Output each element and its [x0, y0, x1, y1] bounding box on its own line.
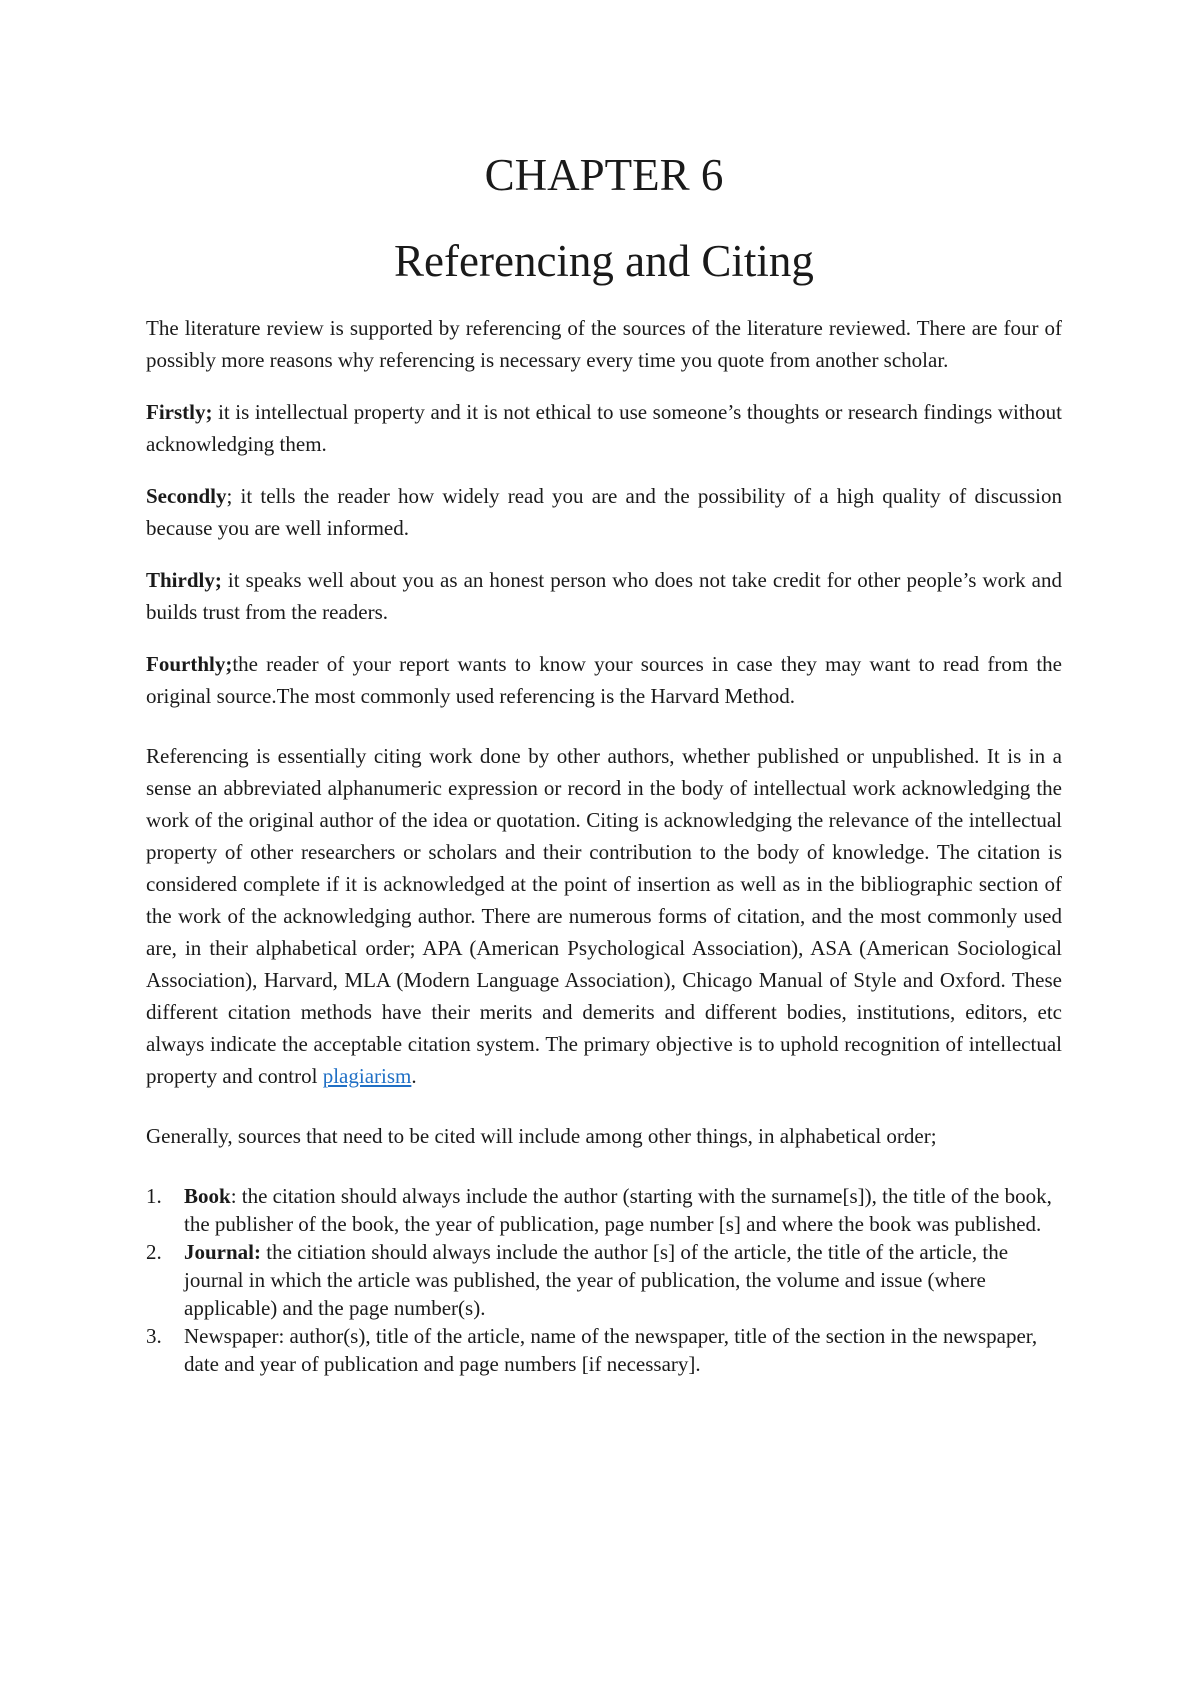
intro-paragraph: The literature review is supported by referencing of the sources of the literature reviewed. There are four of possibly more reasons why referencing is necessary every time you quote from another scholar. — [146, 316, 1062, 372]
source-text: : the citation should always include the author (starting with the surname[s]), the title of the book, the publisher of the book, the year of publication, page number [s] and where the book was published. — [184, 1184, 1052, 1236]
list-number: 1. — [146, 1184, 162, 1208]
generally-paragraph: Generally, sources that need to be cited will include among other things, in alphabetical order; — [146, 1124, 937, 1148]
source-text: Newspaper: author(s), title of the article, name of the newspaper, title of the section in the newspaper, date and year of publication and page numbers [if necessary]. — [184, 1324, 1038, 1376]
reason-text: it is intellectual property and it is not ethical to use someone’s thoughts or research findings without acknowledging them. — [146, 400, 1062, 456]
referencing-text: Referencing is essentially citing work done by other authors, whether published or unpublished. It is in a sense an abbreviated alphanumeric expression or record in the body of intellectual work acknowledging the work of the original author of the idea or quotation. Citing is acknowledging the relevance of the intellectual property of other researchers or scholars and their contribution to the body of knowledge. The citation is considered complete if it is acknowledged at the point of insertion as well as in the bibliographic section of the work of the acknowledging author. There are numerous forms of citation, and the most commonly used are, in their alphabetical order; APA (American Psychological Association), ASA (American Sociological Association), Harvard, MLA (Modern Language Association), Chicago Manual of Style and Oxford. These different citation methods have their merits and demerits and different bodies, institutions, editors, etc always indicate the acceptable citation system. The primary objective is to uphold recognition of intellectual property and control — [146, 744, 1062, 1088]
reason-label: Firstly; — [146, 400, 213, 424]
reason-secondly — [146, 480, 1062, 544]
reason-label: Fourthly; — [146, 652, 233, 676]
body-text — [146, 312, 1062, 1378]
sources-list — [146, 1182, 1062, 1378]
reason-label: Thirdly; — [146, 568, 222, 592]
source-text: the citiation should always include the author [s] of the article, the title of the article, the journal in which the article was published, the year of publication, the volume and issue (where applicable) and the page number(s). — [184, 1240, 1009, 1320]
chapter-heading: CHAPTER 6 — [484, 150, 724, 200]
list-item-newspaper — [146, 1322, 1062, 1378]
referencing-end: . — [411, 1064, 417, 1088]
reason-firstly — [146, 396, 1062, 460]
list-item-book — [146, 1182, 1062, 1238]
source-label: Book — [184, 1184, 231, 1208]
reason-text: the reader of your report wants to know your sources in case they may want to read from the original source.The most commonly used referencing is the Harvard Method. — [146, 652, 1062, 708]
reason-text: ; it tells the reader how widely read you are and the possibility of a high quality of discussion because you are well informed. — [146, 484, 1062, 540]
reason-fourthly — [146, 648, 1062, 712]
list-number: 2. — [146, 1240, 162, 1264]
list-number: 3. — [146, 1324, 162, 1348]
reason-text: it speaks well about you as an honest person who does not take credit for other people’s work and builds trust from the readers. — [146, 568, 1062, 624]
list-item-journal — [146, 1238, 1062, 1322]
source-label: Journal: — [184, 1240, 262, 1264]
chapter-title: Referencing and Citing — [394, 236, 814, 286]
plagiarism-link[interactable]: plagiarism — [322, 1064, 412, 1088]
reason-label: Secondly — [146, 484, 227, 508]
referencing-paragraph — [146, 740, 1062, 1092]
reason-thirdly — [146, 564, 1062, 628]
